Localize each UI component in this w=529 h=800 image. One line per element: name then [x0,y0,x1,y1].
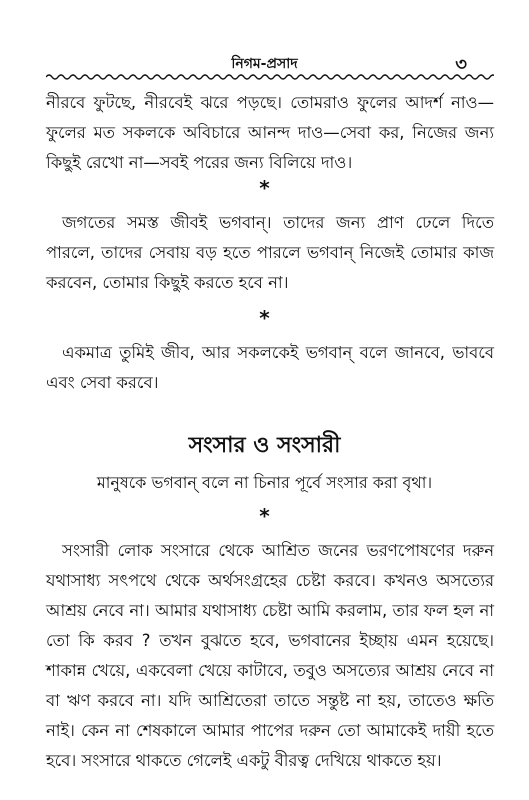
paragraph-text: সংসারী লোক সংসারে থেকে আশ্রিত জনের ভরণপোষণের দরুন যথাসাধ্য সৎপথে থেকে অর্থসংগ্রহের চেষ্টা করবে। কখনও অসত্যের আশ্রয় নেবে না। আমার যথাসাধ্য চেষ্টা আমি করলাম, তার ফল হল না তো কি করব ? তখন বুঝতে হবে, ভগবানের ইচ্ছায় এমন হয়েছে। শাকান্ন খেয়ে, একবেলা খেয়ে কাটাবে, তবুও অসত্যের আশ্রয় নেবে না বা ঋণ করবে না। যদি আশ্রিতেরা তাতে সন্তুষ্ট না হয়, তাতেও ক্ষতি নাই। কেন না শেষকালে আমার পাপের দরুন তো আমাকেই দায়ী হতে হবে। সংসারে থাকতে গেলেই একটু বীরত্ব দেখিয়ে থাকতে হয়। [46,541,494,770]
epigraph: মানুষকে ভগবান্ বলে না চিনার পূর্বে সংসার করা বৃথা। [96,473,433,492]
paragraph-text: জগতের সমস্ত জীবই ভগবান্। তাদের জন্য প্রাণ ঢেলে দিতে পারলে, তাদের সেবায় বড় হতে পারলে ভগবান্ নিজেই তোমার কাজ করবেন, তোমার কিছুই করতে হবে না। [46,213,494,292]
paragraph-1 [46,88,494,178]
section-heading: সংসার ও সংসারী [188,433,341,458]
section-asterisk: * [259,176,270,200]
paragraph-3 [46,338,494,398]
paragraph-2 [46,208,494,298]
page-number: ৩ [455,54,467,75]
section-asterisk: * [259,504,270,528]
paragraph-4 [46,536,494,776]
running-title: নিগম-প্রসাদ [231,56,298,72]
wavy-rule-divider [46,72,494,82]
paragraph-text: একমাত্র তুমিই জীব, আর সকলকেই ভগবান্ বলে জানবে, ভাববে এবং সেবা করবে। [46,343,494,392]
paragraph-text: নীরবে ফুটছে, নীরবেই ঝরে পড়ছে। তোমরাও ফুলের আদর্শ নাও—ফুলের মত সকলকে অবিচারে আনন্দ দাও—সেবা কর, নিজের জন্য কিছুই রেখো না—সবই পরের জন্য বিলিয়ে দাও। [46,93,494,172]
section-asterisk: * [259,306,270,330]
running-header [0,52,529,74]
